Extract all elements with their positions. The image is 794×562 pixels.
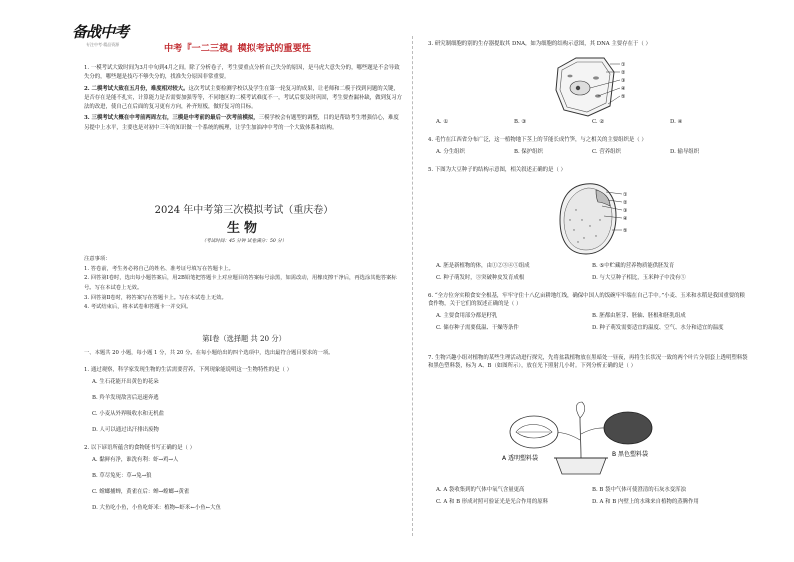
exam-meta: （考试时间：45 分钟 试卷满分：50 分） [201,239,287,244]
question-stem: 3. 研究制细胞的别的生存器提取其 DNA，如为细胞的结构示意图，其 DNA 主要存在于（ ） [428,41,651,47]
intro-paragraph-1: 1. 一模考试大致时间为3月中旬到4月之间。除了分析卷子，考生要重点分析自己失分的原因，是马虎大意失分的，哪些题是不会导致失分的，哪些题是技巧不够失分的，找准失分原因非常重要。 [84,65,400,81]
option-a: A. 生石花能开出黄色的花朵 [92,379,159,386]
option-c: C. 储存种子需要低温、干燥等条件 [436,325,519,332]
importance-title: 中考『一二三模』模拟考试的重要性 [164,43,311,54]
seed-label-4: ④ [623,216,628,222]
logo [72,22,138,50]
column-divider [412,36,413,536]
intro-paragraph-2-rest: 这次考试主要检测学校以及学生在第一轮复习的成果，让老师和二模于找到问题的关键，是否存在是能不扎实，计算能力是否需要加强等等，不同地区的二模考试难度不一，考试后要及时巩固，考生要查漏补缺，做到复习方法的改进，使自己在后面的复习更有方向，补齐短板，做好复习的目标。 [84,85,403,111]
option-a: A. 主要食用部分都是籽乳 [436,313,498,320]
note-item: 3. 回答第Ⅱ卷时，将答案写在答题卡上。写在本试卷上无效。 [84,294,227,301]
note-item: 4. 考试结束后，将本试卷和答题卡一并交回。 [84,304,192,311]
cell-label-5: ⑤ [621,94,626,100]
question-5 [428,166,748,178]
bean-seed-diagram [556,180,642,258]
question-stem: 7. 生物兴趣小组对植物的某些生理活动进行探究，先将盆栽植物放在黑暗处一昼夜，再将生长状况一致的两个叶片分别套上透明塑料袋和黑色塑料袋，标为 A、B（如图所示），放在光下照射几小时。下列分析正确的是（ ） [428,355,748,370]
seed-label-2: ② [623,200,628,206]
question-stem: 4. 毛竹在江西省分布广泛，这一植物地下茎上的节能长成竹笋，与之相关的主要组织是（ ） [428,137,647,143]
option-a: A. 黏鲜有净，谁洗有利：虾→鸡→人 [92,457,179,464]
option-d: D. 与大豆种子相比，玉米种子中没有⑤ [592,275,686,282]
question-7 [428,354,748,374]
option-b: B. 羚羊发现敌害后迅速奔逃 [92,395,159,402]
question-4 [428,136,748,160]
option-a: A. 分生组织 [436,149,465,156]
seed-label-3: ③ [623,208,628,214]
option-row [436,324,748,332]
option-b: B. 草尽兔死：草→兔→狼 [92,473,152,480]
option-a: A. A 袋收集到的气体中氧气含量更高 [436,487,525,493]
option-row [436,148,748,156]
exam-subject: 生物 [226,221,261,236]
option-c: C. ② [592,119,605,125]
question-1 [84,366,404,443]
logo-subtitle: 专注中考·精品资源 [86,41,120,47]
option-d: D. 输导组织 [670,149,700,156]
question-7-options [428,486,748,510]
seed-label-1: ① [623,192,628,198]
question-5-options [428,262,748,286]
option-d: D. 种子萌发需要适宜的温度、空气、水分和适宜的温度 [592,325,724,332]
bag-a-label: A 透明塑料袋 [502,455,539,462]
option-d: D. 大鱼吃小鱼，小鱼吃虾米：植物←虾米←小鱼←大鱼 [92,505,221,512]
note-item: 1. 答卷前，考生务必将自己的姓名、准考证号填写在答题卡上。 [84,265,234,272]
option-a: A. ① [436,119,449,125]
option-row [436,498,748,506]
notes-section [84,255,404,313]
plant-bag-experiment-diagram [496,400,666,476]
intro-paragraph-3-rest: 三模学校会有题型的调整，目的是帮助考生增强信心，难度另提中上水平，主要也是对初中三年的知识做一个系统的梳理，让学生加油冲中考的一个大致体系和结构。 [84,115,399,131]
note-item: 2. 回答第Ⅰ卷时，选出每小题答案后，用2B铅笔把答题卡上对应题目的答案标号涂黑，如需改动，用橡皮擦干净后，再选涂其他答案标号。写在本试卷上无效。 [84,275,397,291]
option-row [436,486,748,494]
option-b: B. ③ [514,119,527,125]
option-c: C. 营养组织 [592,149,621,156]
option-d: D. ④ [670,119,683,125]
question-stem: 1. 通过观察，科学家发现生物的生活需要营养，下列现象能说明这一生物特性的是（ ） [84,367,293,373]
intro-paragraph-3 [84,114,404,133]
intro-paragraph-2 [84,85,404,113]
intro-paragraph-2-lead: 2. 二模考试大致在五月份，难度相对较大。 [84,85,189,92]
option-row [436,274,748,282]
question-2 [84,444,404,521]
option-a: A. 胚是新植物的体，由①②③④⑤组成 [436,263,530,269]
logo-text: 备战中考 [72,23,129,41]
option-row [436,118,748,126]
cell-label-3: ③ [621,78,626,84]
cell-label-4: ④ [621,86,626,92]
exam-title: 2024 年中考第三次模拟考试（重庆卷） [154,205,334,216]
question-6 [428,292,748,336]
bag-b-label: B 黑色塑料袋 [612,451,649,458]
option-b: B. 保护组织 [514,149,543,156]
cell-label-1: ① [621,62,626,68]
option-d: D. 人可以通过出汗排出废物 [92,427,159,434]
question-stem: 2. 以下谚语所蕴含的食物链书写正确的是（ ） [84,445,195,451]
option-d: D. A 和 B 内壁上的水珠来自植物的蒸腾作用 [592,499,699,506]
option-row [436,262,748,270]
part-1-title: 第Ⅰ卷（选择题 共 20 分） [202,334,286,343]
part-1-description: 一、本题共 20 小题，每小题 1 分，共 20 分。在每小题给出的四个选项中，选出最符合题目要求的一项。 [84,350,334,356]
notes-heading: 注意事项： [84,256,111,262]
option-c: C. 小麦从外界吸收水和无机盐 [92,411,165,418]
intro-section [84,64,404,135]
question-stem: 5. 下图为大豆种子的结构示意图，相关叙述正确的是（ ） [428,167,566,173]
intro-paragraph-3-lead: 3. 三模考试大概在中考前两周左右，三模是中考前的最后一次考前模拟， [84,115,259,122]
option-c: C. 种子萌发时，③突破种皮发育成根 [436,275,525,282]
option-b: B. 胚都由胚芽、胚轴、胚根和胚乳组成 [592,313,686,320]
option-b: B. B 袋中气体可使澄清的石灰水变浑浊 [592,487,686,493]
option-b: B. ⑤中贮藏的营养物质能供胚发育 [592,263,675,269]
option-c: C. A 和 B 形成对照可验证光是光合作用的原料 [436,499,548,506]
question-stem: 6. “全方位夯实粮食安全根基，牢牢守住十八亿亩耕地红线，确保中国人的饭碗牢牢端在自己手中。”小麦、玉米和水稻是我国重要的粮食作物，关于它们的叙述正确的是（ ） [428,293,745,308]
cell-label-2: ② [621,70,626,76]
question-3 [428,40,748,52]
option-row [436,312,748,320]
option-c: C. 螳螂捕蝉，黄雀在后：蝉→螳螂→黄雀 [92,489,190,496]
seed-label-5: ⑤ [623,228,628,234]
question-3-options [428,118,748,130]
plant-cell-diagram [548,54,632,120]
